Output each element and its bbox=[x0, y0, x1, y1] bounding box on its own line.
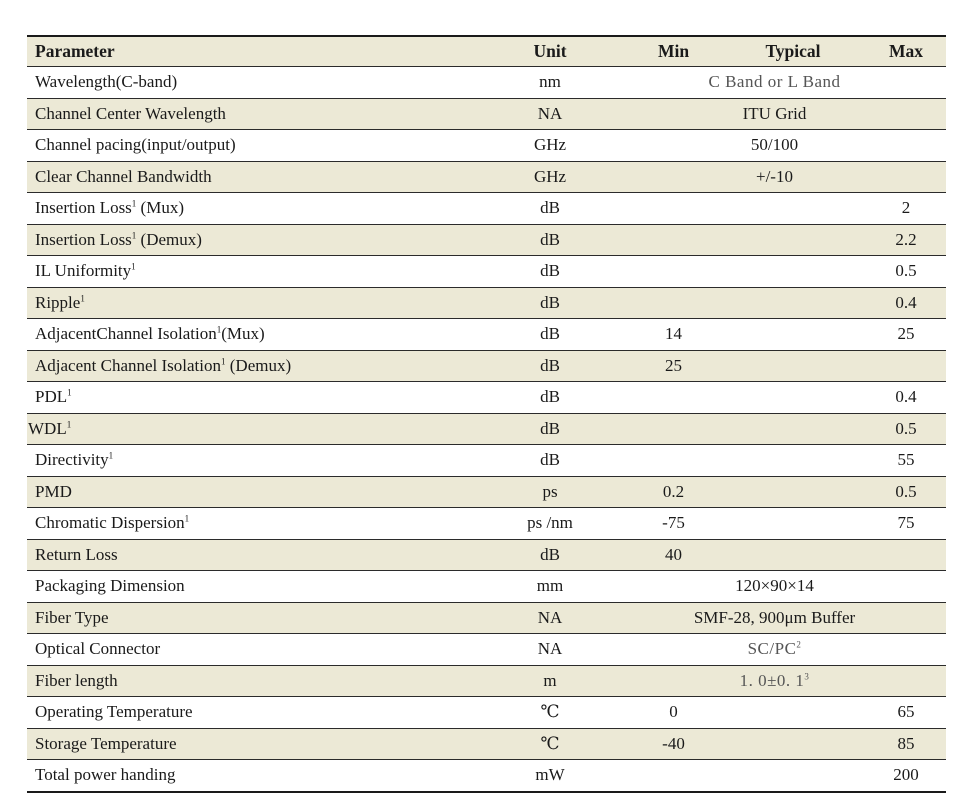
unit-cell: ℃ bbox=[473, 728, 627, 760]
table-row bbox=[27, 760, 946, 792]
table-row bbox=[27, 413, 946, 445]
min-cell bbox=[627, 760, 720, 792]
min-cell bbox=[627, 413, 720, 445]
min-cell: 0 bbox=[627, 697, 720, 729]
typical-cell bbox=[720, 413, 866, 445]
table-row bbox=[27, 539, 946, 571]
merged-value-cell bbox=[627, 665, 946, 697]
parameter-name: Wavelength(C-band) bbox=[35, 72, 178, 92]
typical-cell bbox=[720, 476, 866, 508]
footnote-marker: 1 bbox=[131, 261, 136, 272]
merged-value bbox=[751, 135, 798, 155]
min-cell bbox=[627, 256, 720, 288]
parameter-name: Adjacent Channel Isolation bbox=[35, 355, 222, 375]
merged-value-text: SMF-28, 900μm Buffer bbox=[693, 607, 856, 627]
unit-cell: mW bbox=[473, 760, 627, 792]
typical-cell bbox=[720, 728, 866, 760]
parameter-cell bbox=[27, 728, 473, 760]
parameter-cell bbox=[27, 350, 473, 382]
merged-value bbox=[735, 576, 814, 596]
parameter-cell bbox=[27, 193, 473, 225]
merged-value bbox=[748, 639, 802, 659]
max-cell: 55 bbox=[866, 445, 946, 477]
merged-value-cell bbox=[627, 98, 946, 130]
parameter-cell bbox=[27, 413, 473, 445]
table-row bbox=[27, 508, 946, 540]
min-cell: 25 bbox=[627, 350, 720, 382]
max-cell bbox=[866, 350, 946, 382]
parameter-name: Optical Connector bbox=[35, 639, 161, 659]
parameter-name: Clear Channel Bandwidth bbox=[35, 166, 212, 186]
parameter-name: IL Uniformity bbox=[35, 261, 132, 281]
unit-cell: dB bbox=[473, 193, 627, 225]
unit-cell: dB bbox=[473, 539, 627, 571]
max-cell bbox=[866, 539, 946, 571]
table-row bbox=[27, 224, 946, 256]
footnote-marker: 1 bbox=[131, 198, 137, 209]
unit-cell: GHz bbox=[473, 161, 627, 193]
parameter-name: PMD bbox=[35, 481, 72, 501]
table-row bbox=[27, 256, 946, 288]
table-row bbox=[27, 319, 946, 351]
typical-cell bbox=[720, 382, 866, 414]
table-row bbox=[27, 67, 946, 99]
parameter-name: Storage Temperature bbox=[35, 733, 177, 753]
footnote-marker: 1 bbox=[216, 324, 222, 335]
min-cell: 14 bbox=[627, 319, 720, 351]
unit-cell: mm bbox=[473, 571, 627, 603]
merged-value-cell bbox=[627, 130, 946, 162]
parameter-name: Ripple bbox=[35, 292, 81, 312]
parameter-qualifier: (Mux) bbox=[221, 324, 265, 344]
parameter-name: Operating Temperature bbox=[35, 702, 193, 722]
parameter-cell bbox=[27, 67, 473, 99]
table-header-row bbox=[27, 36, 946, 67]
unit-cell: ps bbox=[473, 476, 627, 508]
typical-cell bbox=[720, 224, 866, 256]
footnote-marker: 1 bbox=[108, 450, 114, 461]
max-cell: 2.2 bbox=[866, 224, 946, 256]
parameter-cell bbox=[27, 508, 473, 540]
footnote-marker: 1 bbox=[221, 356, 226, 367]
parameter-name: Return Loss bbox=[35, 544, 118, 564]
parameter-cell bbox=[27, 256, 473, 288]
typical-cell bbox=[720, 539, 866, 571]
table-row bbox=[27, 728, 946, 760]
parameter-cell bbox=[27, 539, 473, 571]
parameter-name: Channel Center Wavelength bbox=[35, 103, 226, 123]
merged-value bbox=[756, 167, 793, 187]
table-body bbox=[27, 67, 946, 792]
max-cell: 0.5 bbox=[866, 476, 946, 508]
unit-cell: NA bbox=[473, 634, 627, 666]
unit-cell: dB bbox=[473, 319, 627, 351]
parameter-name: Channel pacing(input/output) bbox=[35, 135, 236, 155]
parameter-name: PDL bbox=[35, 387, 68, 407]
parameter-name: Fiber Type bbox=[35, 607, 109, 627]
typical-cell bbox=[720, 350, 866, 382]
min-cell bbox=[627, 287, 720, 319]
parameter-cell bbox=[27, 98, 473, 130]
unit-cell: dB bbox=[473, 382, 627, 414]
parameter-cell bbox=[27, 760, 473, 792]
parameter-cell bbox=[27, 161, 473, 193]
parameter-qualifier: (Demux) bbox=[225, 355, 292, 375]
typical-cell bbox=[720, 319, 866, 351]
min-cell: -40 bbox=[627, 728, 720, 760]
merged-value-cell bbox=[627, 634, 946, 666]
parameter-name: WDL bbox=[28, 418, 67, 438]
footnote-marker: 1 bbox=[131, 230, 137, 241]
table-row bbox=[27, 634, 946, 666]
table-row bbox=[27, 476, 946, 508]
merged-value-text: 50/100 bbox=[750, 135, 799, 155]
unit-cell: NA bbox=[473, 98, 627, 130]
parameter-name: Insertion Loss bbox=[35, 229, 132, 249]
max-cell: 0.5 bbox=[866, 413, 946, 445]
merged-value-text: 1. 0±0. 1 bbox=[739, 670, 805, 690]
footnote-marker: 3 bbox=[804, 671, 810, 682]
footnote-marker: 1 bbox=[80, 293, 85, 304]
table-row bbox=[27, 287, 946, 319]
typical-cell bbox=[720, 760, 866, 792]
merged-value-text: C Band or L Band bbox=[708, 72, 841, 92]
min-cell: -75 bbox=[627, 508, 720, 540]
merged-value-cell bbox=[627, 161, 946, 193]
table-row bbox=[27, 665, 946, 697]
typical-cell bbox=[720, 445, 866, 477]
unit-cell: ps /nm bbox=[473, 508, 627, 540]
unit-cell: ℃ bbox=[473, 697, 627, 729]
table-row bbox=[27, 193, 946, 225]
unit-cell: NA bbox=[473, 602, 627, 634]
table-row bbox=[27, 571, 946, 603]
parameter-cell bbox=[27, 602, 473, 634]
unit-cell: dB bbox=[473, 445, 627, 477]
footnote-marker: 1 bbox=[66, 419, 72, 430]
unit-cell: m bbox=[473, 665, 627, 697]
merged-value-cell bbox=[627, 602, 946, 634]
table-row bbox=[27, 697, 946, 729]
parameter-cell bbox=[27, 665, 473, 697]
max-cell: 65 bbox=[866, 697, 946, 729]
table-row bbox=[27, 130, 946, 162]
max-cell: 0.4 bbox=[866, 382, 946, 414]
merged-value bbox=[708, 72, 840, 92]
unit-cell: dB bbox=[473, 350, 627, 382]
unit-cell: dB bbox=[473, 224, 627, 256]
typical-cell bbox=[720, 193, 866, 225]
parameter-name: Directivity bbox=[35, 450, 109, 470]
unit-cell: dB bbox=[473, 256, 627, 288]
parameter-name: Insertion Loss bbox=[35, 198, 132, 218]
typical-cell bbox=[720, 287, 866, 319]
parameter-qualifier: (Demux) bbox=[136, 229, 202, 249]
merged-value-cell bbox=[627, 571, 946, 603]
table-row bbox=[27, 382, 946, 414]
max-cell: 2 bbox=[866, 193, 946, 225]
min-cell: 0.2 bbox=[627, 476, 720, 508]
parameter-name: Packaging Dimension bbox=[35, 576, 185, 596]
merged-value-text: +/-10 bbox=[756, 166, 793, 186]
parameter-cell bbox=[27, 287, 473, 319]
header-unit: Unit bbox=[473, 36, 627, 67]
typical-cell bbox=[720, 508, 866, 540]
parameter-name: Fiber length bbox=[35, 670, 118, 690]
header-min: Min bbox=[627, 36, 720, 67]
parameter-cell bbox=[27, 319, 473, 351]
max-cell: 25 bbox=[866, 319, 946, 351]
table-row bbox=[27, 445, 946, 477]
footnote-marker: 2 bbox=[796, 639, 802, 650]
max-cell: 200 bbox=[866, 760, 946, 792]
max-cell: 0.4 bbox=[866, 287, 946, 319]
parameter-name: Chromatic Dispersion bbox=[35, 513, 185, 533]
merged-value-text: ITU Grid bbox=[742, 103, 807, 123]
parameter-name: AdjacentChannel Isolation bbox=[35, 324, 217, 344]
merged-value-text: 120×90×14 bbox=[735, 576, 814, 596]
parameter-name: Total power handing bbox=[35, 765, 176, 785]
table-row bbox=[27, 98, 946, 130]
parameter-cell bbox=[27, 382, 473, 414]
header-max: Max bbox=[866, 36, 946, 67]
footnote-marker: 1 bbox=[67, 387, 72, 398]
max-cell: 75 bbox=[866, 508, 946, 540]
parameter-cell bbox=[27, 571, 473, 603]
unit-cell: GHz bbox=[473, 130, 627, 162]
header-typical: Typical bbox=[720, 36, 866, 67]
typical-cell bbox=[720, 697, 866, 729]
unit-cell: nm bbox=[473, 67, 627, 99]
max-cell: 0.5 bbox=[866, 256, 946, 288]
max-cell: 85 bbox=[866, 728, 946, 760]
min-cell bbox=[627, 224, 720, 256]
table-row bbox=[27, 161, 946, 193]
min-cell bbox=[627, 382, 720, 414]
table-row bbox=[27, 350, 946, 382]
merged-value bbox=[694, 608, 855, 628]
unit-cell: dB bbox=[473, 413, 627, 445]
table-row bbox=[27, 602, 946, 634]
parameter-cell bbox=[27, 224, 473, 256]
parameter-cell bbox=[27, 130, 473, 162]
parameter-cell bbox=[27, 476, 473, 508]
parameter-cell bbox=[27, 634, 473, 666]
header-parameter: Parameter bbox=[27, 36, 473, 67]
unit-cell: dB bbox=[473, 287, 627, 319]
merged-value-text: SC/PC bbox=[747, 639, 797, 659]
parameter-cell bbox=[27, 697, 473, 729]
min-cell bbox=[627, 445, 720, 477]
min-cell: 40 bbox=[627, 539, 720, 571]
parameter-qualifier: (Mux) bbox=[136, 198, 184, 218]
merged-value-cell bbox=[627, 67, 946, 99]
parameter-cell bbox=[27, 445, 473, 477]
typical-cell bbox=[720, 256, 866, 288]
min-cell bbox=[627, 193, 720, 225]
merged-value bbox=[740, 671, 810, 691]
footnote-marker: 1 bbox=[184, 513, 190, 524]
specifications-table bbox=[27, 35, 946, 793]
merged-value bbox=[743, 104, 807, 124]
